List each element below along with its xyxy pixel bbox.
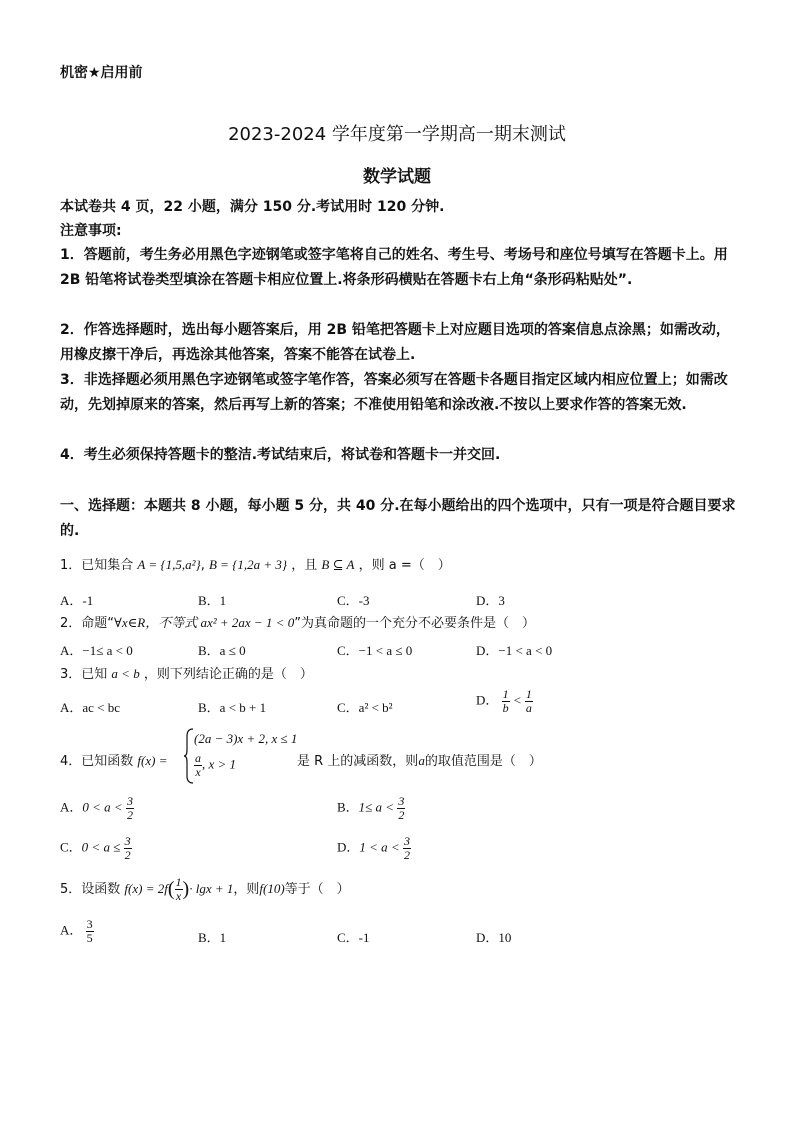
q5-expr-a: f(x) = 2f — [124, 881, 168, 896]
q5-option-a: A． $\frac{3}{5}$ — [60, 917, 93, 945]
q5-option-c: C．-1 — [337, 930, 370, 945]
notes-heading: 注意事项: — [60, 223, 122, 239]
question-1: 1．已知集合 A = {1,5,a²}, B = {1,2a + 3} ，且 B ⊆ A ，则 a =（ ） — [60, 557, 451, 573]
note-4: 4．考生必须保持答题卡的整洁.考试结束后，将试卷和答题卡一并交回. — [60, 447, 501, 463]
section-1-heading: 一、选择题：本题共 8 小题，每小题 5 分，共 40 分.在每小题给出的四个选项中，只有一项是符合题目要求的. — [60, 498, 736, 539]
q5-frac: $\frac{1}{x}$ — [175, 875, 182, 903]
q3-d-frac-1: $\frac{1}{b}$ — [502, 687, 509, 715]
exam-subtitle: 数学试题 — [363, 167, 431, 187]
q1-option-d: D．3 — [476, 593, 505, 608]
question-5: 5．设函数 f(x) = 2f( $\frac{1}{x}$ )· lgx + 1，则f(10)等于（ ） — [60, 875, 350, 903]
q5-a-frac: $\frac{3}{5}$ — [86, 917, 93, 945]
q4-option-b: B．1≤ a < $\frac{3}{2}$ — [337, 794, 405, 822]
q1-option-b: B．1 — [198, 593, 227, 608]
q3-option-c: C．a² < b² — [337, 700, 393, 715]
confidential-mark: 机密★启用前 — [60, 65, 143, 81]
q5-ask: f(10) — [259, 881, 285, 896]
q4-case-2: $\frac{a}{x}$ , x > 1 — [195, 751, 237, 779]
q4-c-frac: $\frac{3}{2}$ — [124, 834, 131, 862]
q4-option-a: A．0 < a < $\frac{3}{2}$ — [60, 794, 133, 822]
q3-option-a: A．ac < bc — [60, 700, 121, 715]
q1-cond: B ⊆ A — [321, 557, 355, 572]
notes-intro: 本试卷共 4 页，22 小题，满分 150 分.考试用时 120 分钟. — [60, 199, 445, 215]
q4-d-frac: $\frac{3}{2}$ — [403, 834, 410, 862]
q4-case-2-frac: $\frac{a}{x}$ — [195, 751, 201, 779]
q2-option-a: A．−1≤ a < 0 — [60, 643, 133, 658]
q2-expr: ∀x∈R，不等式 ax² + 2ax − 1 < 0 — [114, 615, 295, 630]
question-4-prefix: 4．已知函数 f(x) = — [60, 753, 168, 769]
note-1: 1．答题前，考生务必用黑色字迹钢笔或签字笔将自己的姓名、考生号、考场号和座位号填写在答题卡上。用 2B 铅笔将试卷类型填涂在答题卡相应位置上.将条形码横贴在答题卡右上角“条形码粘贴处”. — [60, 247, 728, 288]
q3-prefix: 3．已知 — [60, 667, 108, 682]
q4-option-c: C．0 < a ≤ $\frac{3}{2}$ — [60, 834, 131, 862]
question-4-tail: 是 R 上的减函数，则a的取值范围是（ ） — [297, 753, 542, 769]
q4-case-1: (2a − 3)x + 2, x ≤ 1 — [194, 731, 298, 746]
q3-cond: a < b — [111, 666, 140, 681]
q1-set-b: B = {1,2a + 3} — [208, 557, 288, 572]
q1-option-c: C．-3 — [337, 593, 370, 608]
q4-option-d: D．1 < a < $\frac{3}{2}$ — [337, 834, 410, 862]
q3-d-frac-2: $\frac{1}{a}$ — [525, 687, 532, 715]
note-3: 3．非选择题必须用黑色字迹钢笔或签字笔作答，答案必须写在答题卡各题目指定区域内相应位置上；如需改动，先划掉原来的答案，然后再写上新的答案；不准使用铅笔和涂改液.不按以上要求作答的答案无效. — [60, 372, 728, 413]
q4-fx: f(x) = — [137, 753, 168, 768]
exam-title: 2023-2024 学年度第一学期高一期末测试 — [228, 124, 566, 145]
q1-prefix: 1．已知集合 — [60, 558, 134, 573]
q3-d-lt: < — [512, 692, 522, 708]
q1-ask: a =（ ） — [388, 558, 451, 573]
q5-expr-b: · lgx + 1 — [189, 881, 234, 896]
q1-set-a: A = {1,5,a²} — [137, 557, 201, 572]
question-3 — [60, 663, 313, 682]
q3-d-label: D． — [476, 692, 499, 708]
q2-option-b: B．a ≤ 0 — [198, 643, 246, 658]
note-2: 2．作答选择题时，选出每小题答案后，用 2B 铅笔把答题卡上对应题目选项的答案信息点涂黑；如需改动，用橡皮擦干净后，再选涂其他答案，答案不能答在试卷上. — [60, 322, 730, 363]
q2-tail: ”为真命题的一个充分不必要条件是（ ） — [294, 616, 535, 631]
q3-option-b: B．a < b + 1 — [198, 700, 267, 715]
q4-var: a — [418, 753, 425, 768]
q1-mid: ，且 — [291, 558, 318, 573]
q2-prefix: 2．命题“ — [60, 616, 115, 631]
q5-option-d: D．10 — [476, 930, 512, 945]
q5-option-b: B．1 — [198, 930, 227, 945]
q2-option-c: C．−1 < a ≤ 0 — [337, 643, 413, 658]
question-2 — [60, 612, 535, 631]
q1-tail: ，则 — [358, 558, 385, 573]
q3-option-d — [476, 688, 533, 715]
q1-option-a: A．-1 — [60, 593, 94, 608]
q4-b-frac: $\frac{3}{2}$ — [398, 794, 405, 822]
q2-option-d: D．−1 < a < 0 — [476, 643, 553, 658]
q4-a-frac: $\frac{3}{2}$ — [126, 794, 133, 822]
q3-tail: ，则下列结论正确的是（ ） — [143, 667, 313, 682]
